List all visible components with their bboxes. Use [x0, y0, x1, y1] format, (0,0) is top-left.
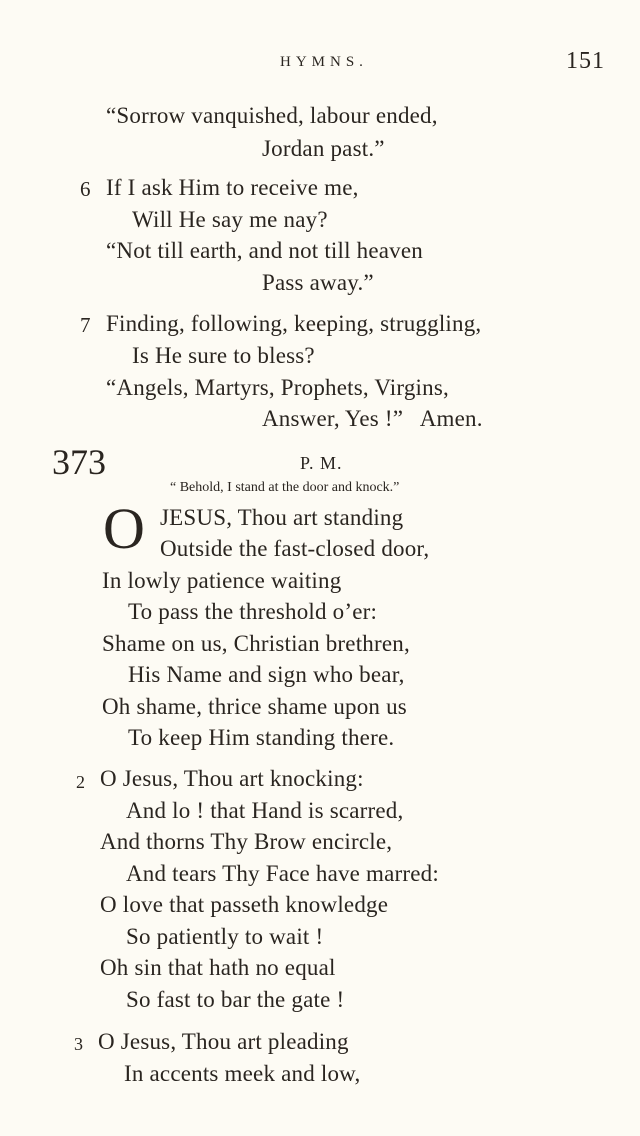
hymn-meter: P. M. [300, 453, 343, 473]
verse-line: “Sorrow vanquished, labour ended, [106, 103, 438, 128]
verse-line: So fast to bar the gate ! [126, 987, 345, 1012]
hymn-number: 373 [52, 442, 106, 482]
verse-line: Shame on us, Christian brethren, [102, 631, 410, 656]
verse-number: 6 [80, 177, 91, 201]
verse-line: So patiently to wait ! [126, 924, 324, 949]
verse-line: Jordan past.” [262, 136, 385, 161]
running-header: HYMNS. [280, 54, 368, 70]
verse-line: In accents meek and low, [124, 1061, 361, 1086]
verse-line: And tears Thy Face have marred: [126, 861, 439, 886]
verse-line: In lowly patience waiting [102, 568, 342, 593]
verse-number: 3 [74, 1034, 84, 1054]
verse-line: Oh shame, thrice shame upon us [102, 694, 407, 719]
verse-line: Answer, Yes !” Amen. [262, 406, 483, 431]
verse-line: JESUS, Thou art standing [160, 505, 404, 530]
verse-line: To keep Him standing there. [128, 725, 395, 750]
verse-line: O Jesus, Thou art knocking: [100, 766, 364, 791]
verse-line: Pass away.” [262, 270, 374, 295]
verse-line: Outside the fast-closed door, [160, 536, 430, 561]
verse-line: To pass the threshold o’er: [128, 599, 378, 624]
verse-number: 2 [76, 772, 86, 792]
verse-line: His Name and sign who bear, [128, 662, 405, 687]
verse-line: O Jesus, Thou art pleading [98, 1029, 349, 1054]
drop-cap: O [103, 496, 145, 561]
verse-line: Oh sin that hath no equal [100, 955, 336, 980]
verse-line: And thorns Thy Brow encircle, [100, 829, 393, 854]
verse-line: “Not till earth, and not till heaven [106, 238, 423, 263]
verse-line: And lo ! that Hand is scarred, [126, 798, 404, 823]
verse-line: O love that passeth knowledge [100, 892, 389, 917]
hymn-epigraph: “ Behold, I stand at the door and knock.” [170, 480, 400, 495]
verse-line: “Angels, Martyrs, Prophets, Virgins, [106, 375, 449, 400]
verse-line: Finding, following, keeping, struggling, [106, 311, 482, 336]
verse-number: 7 [80, 313, 91, 337]
page-number: 151 [566, 48, 605, 74]
verse-line: Will He say me nay? [132, 207, 328, 232]
verse-line: If I ask Him to receive me, [106, 175, 359, 200]
verse-line: Is He sure to bless? [132, 343, 315, 368]
